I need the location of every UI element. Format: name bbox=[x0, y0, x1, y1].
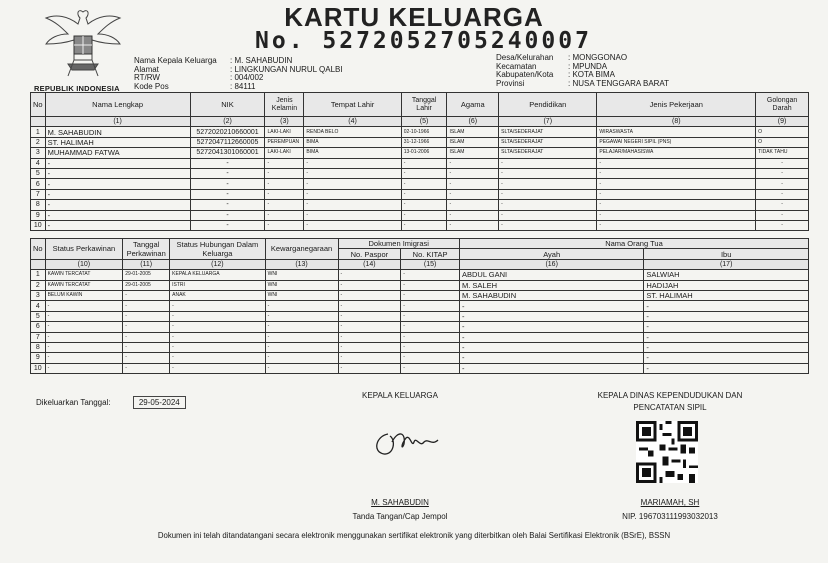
column-subheader: Ayah bbox=[459, 249, 643, 259]
column-header: No bbox=[31, 93, 46, 117]
table-cell: - bbox=[304, 158, 401, 168]
dinas-official-nip: NIP. 196703111993032013 bbox=[622, 512, 718, 521]
table-cell: - bbox=[45, 322, 123, 332]
electronic-signature-note: Dokumen ini telah ditandatangani secara elektronik menggunakan sertifikat elektronik yang diterbitkan oleh Balai Sertifikasi Elektronik (BSrE), BSSN bbox=[157, 531, 671, 540]
table-cell: 1 bbox=[31, 127, 46, 137]
table-cell: - bbox=[401, 220, 447, 230]
table-cell: ISTRI bbox=[170, 280, 265, 290]
table-cell: 6 bbox=[31, 179, 46, 189]
table-cell: - bbox=[123, 332, 170, 342]
qr-code-icon bbox=[636, 421, 698, 483]
issued-date-value: 29-05-2024 bbox=[133, 396, 186, 409]
table-cell: 5 bbox=[31, 311, 46, 321]
table-cell: 8 bbox=[31, 200, 46, 210]
issued-date-label: Dikeluarkan Tanggal: bbox=[36, 398, 111, 407]
table-cell: - bbox=[338, 280, 401, 290]
table-cell: - bbox=[123, 301, 170, 311]
table-cell: - bbox=[338, 290, 401, 300]
table-row bbox=[31, 322, 809, 332]
table-cell: - bbox=[338, 363, 401, 373]
table-cell: PEGAWAI NEGERI SIPIL (PNS) bbox=[597, 137, 756, 147]
table-row bbox=[31, 280, 809, 290]
table-cell: - bbox=[170, 311, 265, 321]
table-cell: 5272041301060001 bbox=[190, 148, 265, 158]
column-number: (13) bbox=[265, 259, 338, 269]
table-cell: - bbox=[459, 311, 643, 321]
table-cell: - bbox=[459, 363, 643, 373]
table-row bbox=[31, 270, 809, 280]
table-cell: - bbox=[170, 332, 265, 342]
table-cell: - bbox=[265, 311, 338, 321]
column-header: Jenis Kelamin bbox=[265, 93, 304, 117]
table-cell: 3 bbox=[31, 148, 46, 158]
table-cell: - bbox=[644, 322, 809, 332]
table-cell: WNI bbox=[265, 290, 338, 300]
table-cell: WIRASWASTA bbox=[597, 127, 756, 137]
table-cell: - bbox=[45, 363, 123, 373]
table-cell: - bbox=[644, 332, 809, 342]
table-row bbox=[31, 137, 809, 147]
table-cell: KAWIN TERCATAT bbox=[45, 270, 123, 280]
column-number: (7) bbox=[499, 117, 597, 127]
table-cell: - bbox=[401, 189, 447, 199]
table-cell: - bbox=[265, 189, 304, 199]
column-subheader: No. KITAP bbox=[401, 249, 460, 259]
table-cell: PELAJAR/MAHASISWA bbox=[597, 148, 756, 158]
table-cell: - bbox=[338, 301, 401, 311]
header-value: : 004/002 bbox=[230, 73, 264, 82]
header-value: : MPUNDA bbox=[568, 61, 608, 71]
header-label: Kabupaten/Kota bbox=[496, 70, 554, 79]
column-number: (17) bbox=[644, 259, 809, 269]
table-cell: - bbox=[401, 290, 460, 300]
table-cell: - bbox=[597, 200, 756, 210]
table-cell: 02-10-1966 bbox=[401, 127, 447, 137]
table-cell: - bbox=[190, 200, 265, 210]
table-cell: BIMA bbox=[304, 148, 401, 158]
table-cell: - bbox=[304, 200, 401, 210]
table-cell: TIDAK TAHU bbox=[756, 148, 809, 158]
table-cell: - bbox=[459, 342, 643, 352]
table-cell: - bbox=[401, 280, 460, 290]
table-cell: - bbox=[123, 342, 170, 352]
table-cell: - bbox=[123, 363, 170, 373]
table-cell: - bbox=[304, 220, 401, 230]
table-cell: - bbox=[401, 158, 447, 168]
table-cell: - bbox=[45, 158, 190, 168]
table-cell: SLTA/SEDERAJAT bbox=[499, 137, 597, 147]
table-cell: - bbox=[45, 220, 190, 230]
table-cell: ISLAM bbox=[447, 148, 499, 158]
table-row bbox=[31, 220, 809, 230]
table-cell: - bbox=[644, 311, 809, 321]
table-row bbox=[31, 179, 809, 189]
table-cell: - bbox=[45, 353, 123, 363]
table-cell: - bbox=[45, 332, 123, 342]
table-cell: - bbox=[45, 189, 190, 199]
table-cell: ISLAM bbox=[447, 137, 499, 147]
table-cell: - bbox=[265, 322, 338, 332]
table-cell: - bbox=[304, 179, 401, 189]
column-number: (1) bbox=[45, 117, 190, 127]
table-cell: 9 bbox=[31, 210, 46, 220]
table-cell: - bbox=[756, 220, 809, 230]
table-cell: - bbox=[401, 179, 447, 189]
table-cell: - bbox=[401, 322, 460, 332]
table-cell: - bbox=[597, 220, 756, 230]
table-cell: - bbox=[45, 179, 190, 189]
column-header: NIK bbox=[190, 93, 265, 117]
column-number: (2) bbox=[190, 117, 265, 127]
table-cell: - bbox=[45, 200, 190, 210]
table-cell: RENDA BELO bbox=[304, 127, 401, 137]
header-value: : NUSA TENGGARA BARAT bbox=[568, 78, 670, 88]
column-number: (4) bbox=[304, 117, 401, 127]
table-cell: 9 bbox=[31, 353, 46, 363]
table-cell: - bbox=[401, 301, 460, 311]
column-header: Golongan Darah bbox=[756, 93, 809, 117]
table-cell: ST. HALIMAH bbox=[644, 290, 809, 300]
column-header: Kewarganegaraan bbox=[265, 239, 338, 260]
table-row bbox=[31, 210, 809, 220]
family-status-table bbox=[30, 238, 809, 374]
table-cell: - bbox=[447, 200, 499, 210]
table-cell: - bbox=[401, 363, 460, 373]
table-cell: - bbox=[45, 210, 190, 220]
table-cell: - bbox=[401, 332, 460, 342]
table-cell: - bbox=[597, 189, 756, 199]
column-number: (14) bbox=[338, 259, 401, 269]
table-cell: - bbox=[304, 168, 401, 178]
header-left-row bbox=[134, 83, 343, 92]
table-cell: - bbox=[644, 301, 809, 311]
column-number: (9) bbox=[756, 117, 809, 127]
table-cell: 29-01-2005 bbox=[123, 280, 170, 290]
table-cell: - bbox=[338, 311, 401, 321]
table-row bbox=[31, 127, 809, 137]
document-number: No. 5272052705240007 bbox=[255, 28, 592, 54]
table-cell: - bbox=[190, 189, 265, 199]
table-cell: - bbox=[756, 168, 809, 178]
table-cell: 5272047112660005 bbox=[190, 137, 265, 147]
column-number: (15) bbox=[401, 259, 460, 269]
header-value: : 84111 bbox=[230, 81, 256, 91]
table-cell: 13-01-2006 bbox=[401, 148, 447, 158]
table-cell: - bbox=[597, 179, 756, 189]
kepala-keluarga-name: M. SAHABUDIN bbox=[371, 498, 429, 507]
table-cell: - bbox=[756, 189, 809, 199]
table-cell: - bbox=[756, 158, 809, 168]
column-header: Tanggal Lahir bbox=[401, 93, 447, 117]
table-cell: - bbox=[265, 168, 304, 178]
column-number: (10) bbox=[45, 259, 123, 269]
table-cell: - bbox=[123, 290, 170, 300]
table-cell: - bbox=[447, 210, 499, 220]
header-value: : KOTA BIMA bbox=[568, 70, 615, 79]
header-label: Provinsi bbox=[496, 78, 525, 88]
table-cell: KAWIN TERCATAT bbox=[45, 280, 123, 290]
table-cell: - bbox=[170, 322, 265, 332]
table-cell: - bbox=[597, 168, 756, 178]
table-cell: - bbox=[401, 200, 447, 210]
table-cell: - bbox=[265, 342, 338, 352]
table-cell: - bbox=[45, 311, 123, 321]
table-cell: - bbox=[499, 189, 597, 199]
table-cell: M. SAHABUDIN bbox=[459, 290, 643, 300]
header-right bbox=[496, 54, 669, 88]
table-cell: - bbox=[401, 210, 447, 220]
table-cell: LAKI-LAKI bbox=[265, 127, 304, 137]
column-number: (8) bbox=[597, 117, 756, 127]
table-cell: 4 bbox=[31, 301, 46, 311]
table-cell: - bbox=[644, 363, 809, 373]
table-cell: M. SALEH bbox=[459, 280, 643, 290]
table-cell: WNI bbox=[265, 280, 338, 290]
family-members-table bbox=[30, 92, 809, 231]
table-cell: ST. HALIMAH bbox=[45, 137, 190, 147]
table-cell: 29-01-2005 bbox=[123, 270, 170, 280]
column-subheader: Ibu bbox=[644, 249, 809, 259]
table-cell: - bbox=[45, 342, 123, 352]
column-number: (3) bbox=[265, 117, 304, 127]
table-row bbox=[31, 353, 809, 363]
column-number-row bbox=[31, 259, 809, 269]
table-cell: - bbox=[338, 353, 401, 363]
column-number: (6) bbox=[447, 117, 499, 127]
table-cell: ABDUL GANI bbox=[459, 270, 643, 280]
table-row bbox=[31, 200, 809, 210]
table-cell: 8 bbox=[31, 342, 46, 352]
column-header: Jenis Pekerjaan bbox=[597, 93, 756, 117]
header-value: : M. SAHABUDIN bbox=[230, 56, 293, 65]
table-cell: - bbox=[265, 353, 338, 363]
table-cell: - bbox=[338, 270, 401, 280]
table-cell: - bbox=[265, 179, 304, 189]
table-cell: - bbox=[45, 168, 190, 178]
table-cell: - bbox=[190, 168, 265, 178]
table-cell: 2 bbox=[31, 137, 46, 147]
table-row bbox=[31, 168, 809, 178]
document-title: KARTU KELUARGA bbox=[284, 2, 544, 32]
table-cell: HADIJAH bbox=[644, 280, 809, 290]
table-cell: - bbox=[401, 311, 460, 321]
column-number: (16) bbox=[459, 259, 643, 269]
kepala-keluarga-title: KEPALA KELUARGA bbox=[362, 391, 438, 400]
table-row bbox=[31, 290, 809, 300]
table-row bbox=[31, 311, 809, 321]
column-header: Agama bbox=[447, 93, 499, 117]
table-cell: 31-12-1966 bbox=[401, 137, 447, 147]
table-cell: 7 bbox=[31, 189, 46, 199]
header-label: Nama Kepala Keluarga bbox=[134, 56, 217, 65]
table-cell: - bbox=[447, 189, 499, 199]
column-header: Nama Orang Tua bbox=[459, 239, 808, 249]
header-label: Kode Pos bbox=[134, 81, 169, 91]
table-cell: SALWIAH bbox=[644, 270, 809, 280]
table-cell: - bbox=[170, 342, 265, 352]
header-value: : MONGGONAO bbox=[568, 53, 628, 62]
table-cell: - bbox=[265, 332, 338, 342]
table-cell: - bbox=[265, 210, 304, 220]
table-cell: - bbox=[338, 342, 401, 352]
table-cell: O bbox=[756, 137, 809, 147]
column-number-row bbox=[31, 117, 809, 127]
table-cell: 1 bbox=[31, 270, 46, 280]
header-label: Desa/Kelurahan bbox=[496, 53, 554, 62]
table-cell: MUHAMMAD FATWA bbox=[45, 148, 190, 158]
issued-date bbox=[36, 396, 186, 409]
table-cell: - bbox=[401, 270, 460, 280]
republik-indonesia-label: REPUBLIK INDONESIA bbox=[34, 84, 120, 93]
column-header: Tanggal Perkawinan bbox=[123, 239, 170, 260]
column-header: Nama Lengkap bbox=[45, 93, 190, 117]
table-cell: - bbox=[190, 158, 265, 168]
table-row bbox=[31, 342, 809, 352]
table-cell: WNI bbox=[265, 270, 338, 280]
table-cell: - bbox=[459, 322, 643, 332]
table-cell: - bbox=[170, 353, 265, 363]
table-cell: SLTA/SEDERAJAT bbox=[499, 127, 597, 137]
table-cell: - bbox=[499, 220, 597, 230]
table-cell: - bbox=[644, 353, 809, 363]
table-cell: - bbox=[459, 301, 643, 311]
table-cell: - bbox=[499, 158, 597, 168]
table-cell: - bbox=[265, 158, 304, 168]
column-header: Dokumen Imigrasi bbox=[338, 239, 459, 249]
header-value: : LINGKUNGAN NURUL QALBI bbox=[230, 64, 343, 74]
table-cell: 10 bbox=[31, 363, 46, 373]
column-header: Tempat Lahir bbox=[304, 93, 401, 117]
table-cell: - bbox=[123, 311, 170, 321]
table-cell: O bbox=[756, 127, 809, 137]
table-cell: BELUM KAWIN bbox=[45, 290, 123, 300]
header-label: Kecamatan bbox=[496, 61, 537, 71]
table-row bbox=[31, 363, 809, 373]
table-row bbox=[31, 301, 809, 311]
column-subheader: No. Paspor bbox=[338, 249, 401, 259]
table-cell: - bbox=[401, 353, 460, 363]
table-cell: 6 bbox=[31, 322, 46, 332]
table-header-row bbox=[31, 239, 809, 249]
table-cell: - bbox=[304, 189, 401, 199]
table-cell: - bbox=[123, 322, 170, 332]
table-cell: 4 bbox=[31, 158, 46, 168]
table-cell: - bbox=[459, 332, 643, 342]
table-cell: PEREMPUAN bbox=[265, 137, 304, 147]
table-cell: - bbox=[338, 332, 401, 342]
table-cell: - bbox=[597, 210, 756, 220]
table-cell: - bbox=[170, 363, 265, 373]
table-cell: ANAK bbox=[170, 290, 265, 300]
header-right-row bbox=[496, 80, 669, 89]
table-cell: 5272020210660001 bbox=[190, 127, 265, 137]
table-row bbox=[31, 189, 809, 199]
column-header: Status Hubungan Dalam Keluarga bbox=[170, 239, 265, 260]
table-cell: M. SAHABUDIN bbox=[45, 127, 190, 137]
table-cell: - bbox=[499, 210, 597, 220]
signature-icon bbox=[366, 420, 446, 460]
table-cell: - bbox=[304, 210, 401, 220]
table-cell: - bbox=[190, 179, 265, 189]
column-number: (12) bbox=[170, 259, 265, 269]
table-cell: - bbox=[190, 210, 265, 220]
table-row bbox=[31, 158, 809, 168]
table-cell: - bbox=[499, 179, 597, 189]
table-cell: - bbox=[447, 168, 499, 178]
table-cell: - bbox=[597, 158, 756, 168]
table-cell: - bbox=[265, 301, 338, 311]
table-cell: - bbox=[459, 353, 643, 363]
table-cell: - bbox=[644, 342, 809, 352]
table-cell: - bbox=[499, 200, 597, 210]
header-left bbox=[134, 57, 343, 91]
column-number bbox=[31, 117, 46, 127]
table-cell: - bbox=[45, 301, 123, 311]
table-cell: - bbox=[756, 210, 809, 220]
table-cell: - bbox=[265, 200, 304, 210]
table-cell: - bbox=[265, 220, 304, 230]
column-header: No bbox=[31, 239, 46, 260]
table-cell: - bbox=[401, 342, 460, 352]
table-row bbox=[31, 332, 809, 342]
table-cell: - bbox=[499, 168, 597, 178]
table-cell: - bbox=[338, 322, 401, 332]
kepala-keluarga-signature-label: Tanda Tangan/Cap Jempol bbox=[352, 512, 448, 521]
table-cell: - bbox=[401, 168, 447, 178]
header-label: RT/RW bbox=[134, 73, 160, 82]
table-cell: KEPALA KELUARGA bbox=[170, 270, 265, 280]
table-cell: - bbox=[756, 179, 809, 189]
column-header: Pendidikan bbox=[499, 93, 597, 117]
column-number: (11) bbox=[123, 259, 170, 269]
table-cell: 3 bbox=[31, 290, 46, 300]
table-cell: 10 bbox=[31, 220, 46, 230]
table-cell: - bbox=[447, 220, 499, 230]
table-row bbox=[31, 148, 809, 158]
table-cell: LAKI-LAKI bbox=[265, 148, 304, 158]
table-cell: - bbox=[447, 158, 499, 168]
column-number: (5) bbox=[401, 117, 447, 127]
column-header: Status Perkawinan bbox=[45, 239, 123, 260]
dinas-title-line2: PENCATATAN SIPIL bbox=[633, 403, 707, 412]
table-cell: ISLAM bbox=[447, 127, 499, 137]
table-cell: - bbox=[123, 353, 170, 363]
table-cell: 7 bbox=[31, 332, 46, 342]
table-cell: 2 bbox=[31, 280, 46, 290]
table-cell: 5 bbox=[31, 168, 46, 178]
table-cell: SLTA/SEDERAJAT bbox=[499, 148, 597, 158]
table-cell: - bbox=[170, 301, 265, 311]
table-cell: - bbox=[447, 179, 499, 189]
table-cell: - bbox=[190, 220, 265, 230]
dinas-official-name: MARIAMAH, SH bbox=[640, 498, 700, 507]
table-cell: BIMA bbox=[304, 137, 401, 147]
table-cell: - bbox=[756, 200, 809, 210]
column-number bbox=[31, 259, 46, 269]
header-label: Alamat bbox=[134, 64, 159, 74]
dinas-title-line1: KEPALA DINAS KEPENDUDUKAN DAN bbox=[597, 391, 743, 400]
table-cell: - bbox=[265, 363, 338, 373]
table-header-row bbox=[31, 93, 809, 117]
